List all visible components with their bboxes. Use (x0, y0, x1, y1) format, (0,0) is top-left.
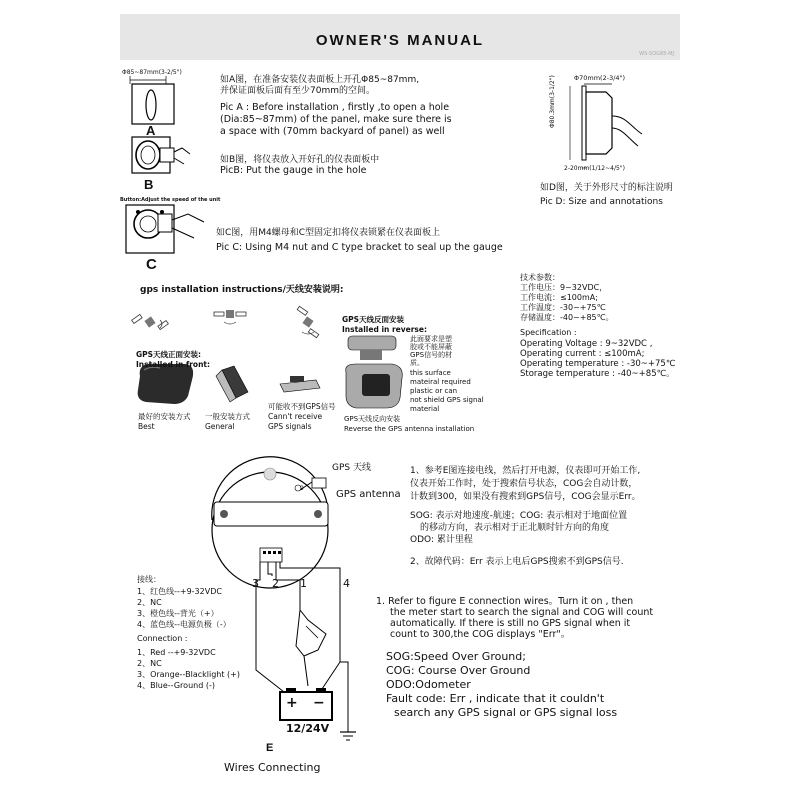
rev-note-en-1: this surface (410, 369, 451, 377)
wire-cn-line: 1、红色线--+9-32VDC (137, 587, 222, 596)
pic-d-dim-bottom: 2-20mm(1/12~4/5") (564, 165, 625, 172)
specs-en-line: Storage temperature : -40~+85℃。 (520, 369, 675, 379)
pin-label-1: 1 (300, 577, 307, 590)
wire-en-line: 4、Blue--Ground (-) (137, 681, 215, 690)
pic-c-note: Button:Adjust the speed of the unit (120, 197, 221, 203)
gps-antenna-cn: GPS 天线 (332, 463, 371, 473)
pic-d-dim-top: Φ70mm(2-3/4") (574, 74, 626, 82)
rev-note-cn-2: 胶或不能屏蔽 (410, 343, 452, 351)
pic-a-drawing (130, 76, 174, 124)
antenna-cannot-icon (280, 376, 320, 392)
specs-en-line: Operating Voltage : 9~32VDC , (520, 339, 653, 349)
pic-a-en-1: Pic A : Before installation , firstly ,to open a hole (220, 102, 450, 113)
doc-code: WS-SOG85-MJ (639, 51, 674, 57)
antenna-reverse-drawing (342, 334, 412, 414)
pic-a-label: A (146, 123, 156, 138)
specs-cn-line: 存储温度：-40~+85℃。 (520, 313, 614, 322)
pin-9-label: 9 (300, 485, 304, 492)
gps-general-cn: 一般安装方式 (205, 412, 250, 421)
rev-note-en-4: not shield GPS signal (410, 396, 484, 404)
note-cn-1: 仪表开始工作时，处于搜索信号状态，COG会自动计数， (410, 479, 638, 489)
pic-a-cn-1: 如A图，在准备安装仪表面板上开孔Φ85~87mm, (220, 75, 420, 85)
gps-front-en: Installed in front: (136, 360, 211, 369)
rev-note-cn-3: GPS信号的材 (410, 351, 453, 359)
rev-note-en-3: plastic or can (410, 387, 458, 395)
wiring-label: E (266, 742, 274, 754)
wire-cn-title: 接线： (137, 575, 161, 584)
specs-cn-title: 技术参数： (520, 273, 560, 282)
note-cn-2: 的移动方向，表示相对于正北顺时针方向的角度 (420, 523, 610, 533)
specs-en-line: Operating current : ≤100mA; (520, 349, 645, 359)
gps-title: gps installation instructions/天线安装说明: (140, 285, 344, 295)
wire-cn-line: 3、橙色线--背光（+） (137, 609, 219, 618)
satellite-icon (132, 314, 169, 329)
note-en-1: automatically. If there is still no GPS signal when it (390, 618, 631, 629)
pic-a-en-3: a space with (70mm backyard of panel) as well (220, 126, 445, 137)
antenna-best-icon (138, 364, 193, 404)
satellite-icon (214, 310, 246, 324)
gps-best-en: Best (138, 422, 155, 431)
pic-b-en: PicB: Put the gauge in the hole (220, 165, 367, 176)
pic-a-cn-2: 并保证面板后面有至少70mm的空间。 (220, 86, 375, 96)
note-en-1: count to 300,the COG displays "Err"。 (390, 629, 571, 640)
pic-c-drawing (126, 205, 204, 253)
gauge-back (212, 472, 328, 588)
note-en-cog: COG: Course Over Ground (386, 664, 531, 677)
pin-label-3: 3 (252, 577, 259, 590)
gps-reverse-en: Installed in reverse: (342, 325, 427, 334)
pin-label-2: 2 (272, 577, 279, 590)
note-cn-3: 2、故障代码：Err 表示上电后GPS搜索不到GPS信号. (410, 557, 624, 567)
specs-cn-line: 工作电压：9~32VDC， (520, 283, 608, 292)
note-en-fault-2: search any GPS signal or GPS signal loss (394, 706, 618, 719)
pic-c-label: C (146, 256, 157, 273)
note-cn-1: 计数到300，如果没有搜索到GPS信号，COG会显示Err。 (410, 492, 641, 502)
page-title: OWNER'S MANUAL (315, 32, 485, 49)
gps-rev-cn: GPS天线反向安装 (344, 415, 401, 423)
wire-en-line: 2、NC (137, 659, 162, 668)
note-cn-2: SOG: 表示对地速度-航速；COG: 表示相对于地面位置 (410, 511, 628, 521)
rev-note-cn-1: 此面要求是塑 (410, 335, 452, 343)
rev-note-en-5: material (410, 405, 440, 413)
wire-en-title: Connection : (137, 634, 188, 643)
specs-cn-line: 工作电流：≤100mA; (520, 293, 598, 302)
gps-rev-en: Reverse the GPS antenna installation (344, 425, 475, 433)
pic-d-en: Pic D: Size and annotations (540, 197, 663, 207)
gps-antenna-en: GPS antenna (336, 489, 401, 500)
note-en-odo: ODO:Odometer (386, 678, 471, 691)
gps-reverse-cn: GPS天线反面安装 (342, 315, 405, 324)
gps-cannot-en-2: GPS signals (268, 422, 312, 431)
pic-a-en-2: (Dia:85~87mm) of the panel, make sure there is (220, 114, 452, 125)
antenna-general-icon (216, 366, 248, 402)
battery-plus: + (286, 695, 298, 711)
pic-c-cn: 如C图，用M4螺母和C型固定扣将仪表锁紧在仪表面板上 (216, 228, 441, 238)
pic-d-dim-side: Φ80.3mm(3-1/2") (549, 75, 556, 128)
battery-voltage: 12/24V (286, 722, 330, 735)
page-header (120, 14, 680, 60)
specs-en-line: Operating temperature : -30~+75℃ (520, 359, 676, 369)
note-cn-1: 1、参考E图连接电线，然后打开电源，仪表即可开始工作, (410, 466, 641, 476)
pic-c-en: Pic C: Using M4 nut and C type bracket to seal up the gauge (216, 242, 503, 253)
pic-d-cn: 如D图，关于外形尺寸的标注说明 (540, 183, 673, 193)
wiring-caption: Wires Connecting (224, 761, 321, 774)
gps-cannot-en-1: Cann't receive (268, 412, 323, 421)
rev-note-cn-4: 质。 (410, 359, 424, 367)
pin-label-4: 4 (343, 577, 350, 590)
specs-cn-line: 工作温度：-30~+75℃ (520, 303, 606, 312)
pic-b-cn: 如B图，将仪表放入开好孔的仪表面板中 (220, 155, 380, 165)
battery-minus: − (313, 695, 325, 711)
gps-front-cn: GPS天线正面安装: (136, 350, 202, 359)
gps-best-cn: 最好的安装方式 (138, 412, 191, 421)
pic-b-drawing (132, 137, 190, 173)
gps-general-en: General (205, 422, 235, 431)
wire-en-line: 3、Orange--Blacklight (+) (137, 670, 240, 679)
wire-cn-line: 4、蓝色线--电源负极（-） (137, 620, 231, 629)
specs-en-title: Specification : (520, 328, 577, 337)
satellite-icon (297, 306, 319, 337)
pic-b-label: B (144, 177, 154, 192)
wire-cn-line: 2、NC (137, 598, 162, 607)
note-en-fault-1: Fault code: Err , indicate that it couldn't (386, 692, 605, 705)
note-cn-2: ODO: 累计里程 (410, 535, 473, 545)
note-en-1: 1. Refer to figure E connection wires。Turn it on , then (376, 596, 634, 607)
pic-a-dimension: Φ85~87mm(3-2/5") (122, 69, 182, 76)
gps-cannot-cn: 可能收不到GPS信号 (268, 402, 336, 411)
pic-d-drawing (556, 76, 656, 176)
install-drawings (118, 64, 213, 274)
note-en-1: the meter start to search the signal and COG will count (390, 607, 654, 618)
note-en-sog: SOG:Speed Over Ground; (386, 650, 526, 663)
wire-en-line: 1、Red --+9-32VDC (137, 648, 216, 657)
switch-hand-icon (296, 610, 326, 656)
rev-note-en-2: mateiral required (410, 378, 471, 386)
